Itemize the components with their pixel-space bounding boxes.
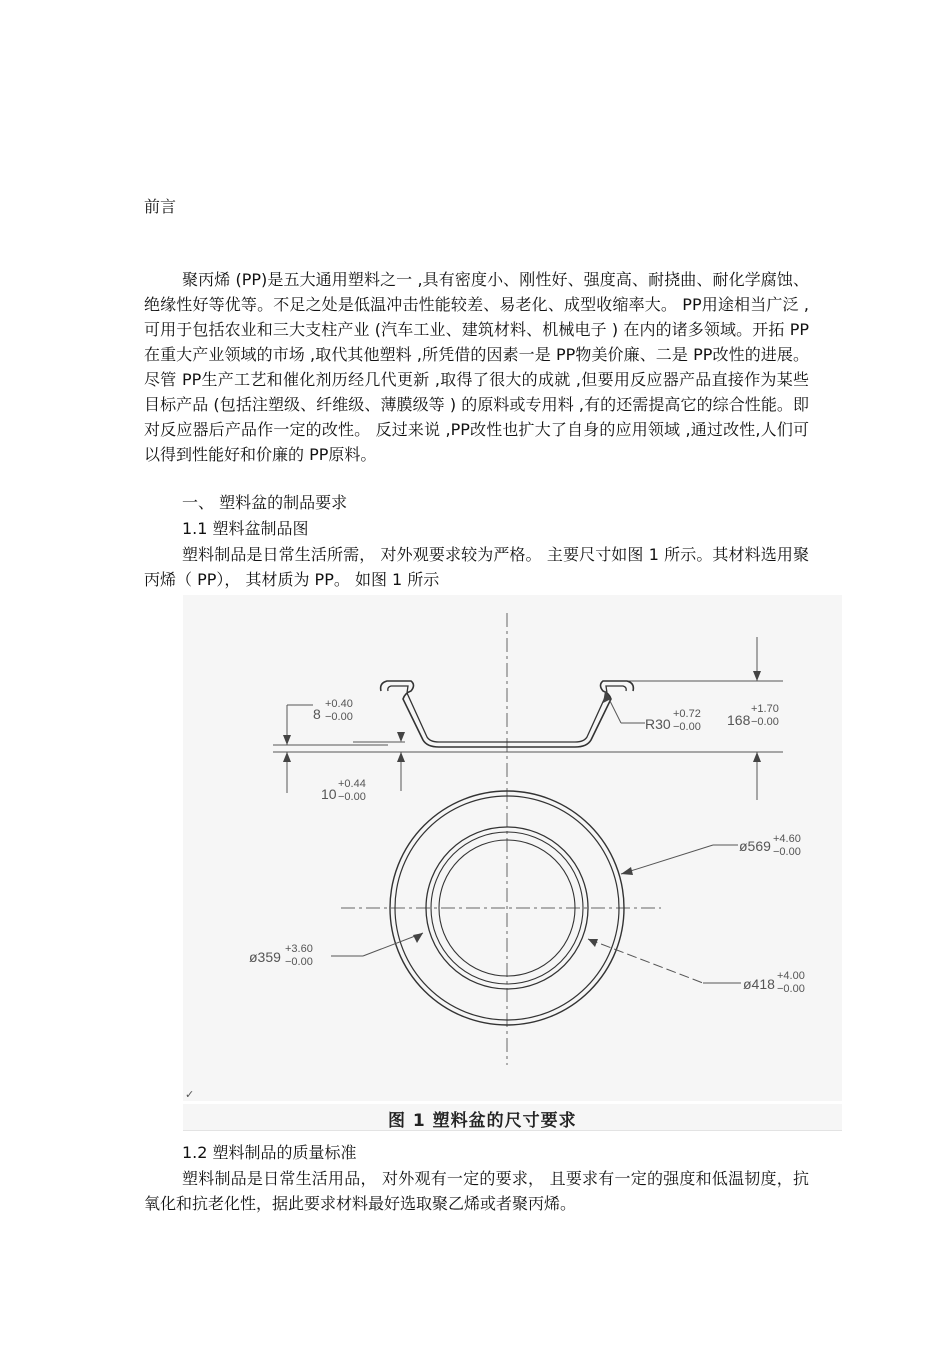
radius-dimension-lower: −0.00 xyxy=(673,721,701,733)
mid-dia-base: ø418 xyxy=(743,976,775,992)
bottom-dimension-upper: +0.44 xyxy=(338,778,366,790)
radius-dimension-base: R30 xyxy=(645,716,671,732)
subsection-1-1-paragraph: 塑料制品是日常生活所需， 对外观要求较为严格。 主要尺寸如图 1 所示。其材料选用聚丙烯（ PP）， 其材质为 PP。 如图 1 所示 xyxy=(144,545,809,589)
radius-dimension-upper: +0.72 xyxy=(673,708,701,720)
height-dimension-lower: −0.00 xyxy=(751,716,779,728)
mid-dia-upper: +4.00 xyxy=(777,970,805,982)
figure-caption-box xyxy=(183,1104,842,1131)
height-dimension-upper: +1.70 xyxy=(751,703,779,715)
outer-dia-base: ø569 xyxy=(739,838,771,854)
outer-dia-arrow xyxy=(621,867,633,875)
bottom-dimension-arrow xyxy=(283,752,291,762)
bottom-dimension-lower: −0.00 xyxy=(338,791,366,803)
inner-dia-base: ø359 xyxy=(249,949,281,965)
subsection-1-2-paragraph: 塑料制品是日常生活用品， 对外观有一定的要求， 且要求有一定的强度和低温韧度，抗氧化和抗老化性，据此要求材料最好选取聚乙烯或者聚丙烯。 xyxy=(144,1169,809,1213)
intro-paragraph: 聚丙烯 (PP)是五大通用塑料之一 ,具有密度小、刚性好、强度高、耐挠曲、耐化学腐蚀、绝缘性好等优等。不足之处是低温冲击性能较差、易老化、成型收缩率大。 PP用途相当广泛 ,可用于包括农业和三大支柱产业 (汽车工业、建筑材料、机械电子 ) 在内的诸多领域。开拓 PP在重大产业领域的市场 ,取代其他塑料 ,所凭借的因素一是 PP物美价廉、二是 PP改性的进展。尽管 PP生产工艺和催化剂历经几代更新 ,取得了很大的成就 ,但要用反应器产品直接作为某些目标产品 (包括注塑级、纤维级、薄膜级等 ) 的原料或专用料 ,有的还需提高它的综合性能。即对反应器后产品作一定的改性。 反过来说 ,PP改性也扩大了自身的应用领域 ,通过改性,人们可以得到性能好和价廉的 PP原料。 xyxy=(144,270,809,464)
inner-dia-lower: −0.00 xyxy=(285,956,313,968)
basin-technical-drawing xyxy=(183,595,842,1101)
height-arrow-top xyxy=(753,671,761,681)
subsection-1-1-title: 1.1 塑料盆制品图 xyxy=(182,519,309,538)
bottom-dimension-arrow-2 xyxy=(397,752,405,762)
outer-dia-upper: +4.60 xyxy=(773,833,801,845)
rim-dimension-base: 8 xyxy=(313,706,321,722)
bottom-dimension-base: 10 xyxy=(321,786,337,802)
mid-dia-arrow xyxy=(588,939,598,947)
figure-1-drawing xyxy=(183,595,842,1101)
height-arrow-bottom xyxy=(753,752,761,762)
page-heading: 前言 xyxy=(144,197,177,216)
outer-dia-lower: −0.00 xyxy=(773,846,801,858)
inner-dia-upper: +3.60 xyxy=(285,943,313,955)
outer-dia-leader xyxy=(621,845,713,874)
figure-caption: 图 1 塑料盆的尺寸要求 xyxy=(388,1111,577,1131)
rim-dimension-upper: +0.40 xyxy=(325,698,353,710)
rim-dimension-lower: −0.00 xyxy=(325,711,353,723)
inner-dia-arrow xyxy=(413,933,423,943)
section-1-title: 一、 塑料盆的制品要求 xyxy=(182,493,348,512)
subsection-1-2-title: 1.2 塑料制品的质量标准 xyxy=(182,1143,357,1162)
corner-mark: ✓ xyxy=(185,1088,195,1101)
rim-dimension-arrow xyxy=(283,735,291,745)
height-dimension-base: 168 xyxy=(727,712,751,728)
wall-dimension-arrow xyxy=(397,732,405,742)
mid-dia-lower: −0.00 xyxy=(777,983,805,995)
